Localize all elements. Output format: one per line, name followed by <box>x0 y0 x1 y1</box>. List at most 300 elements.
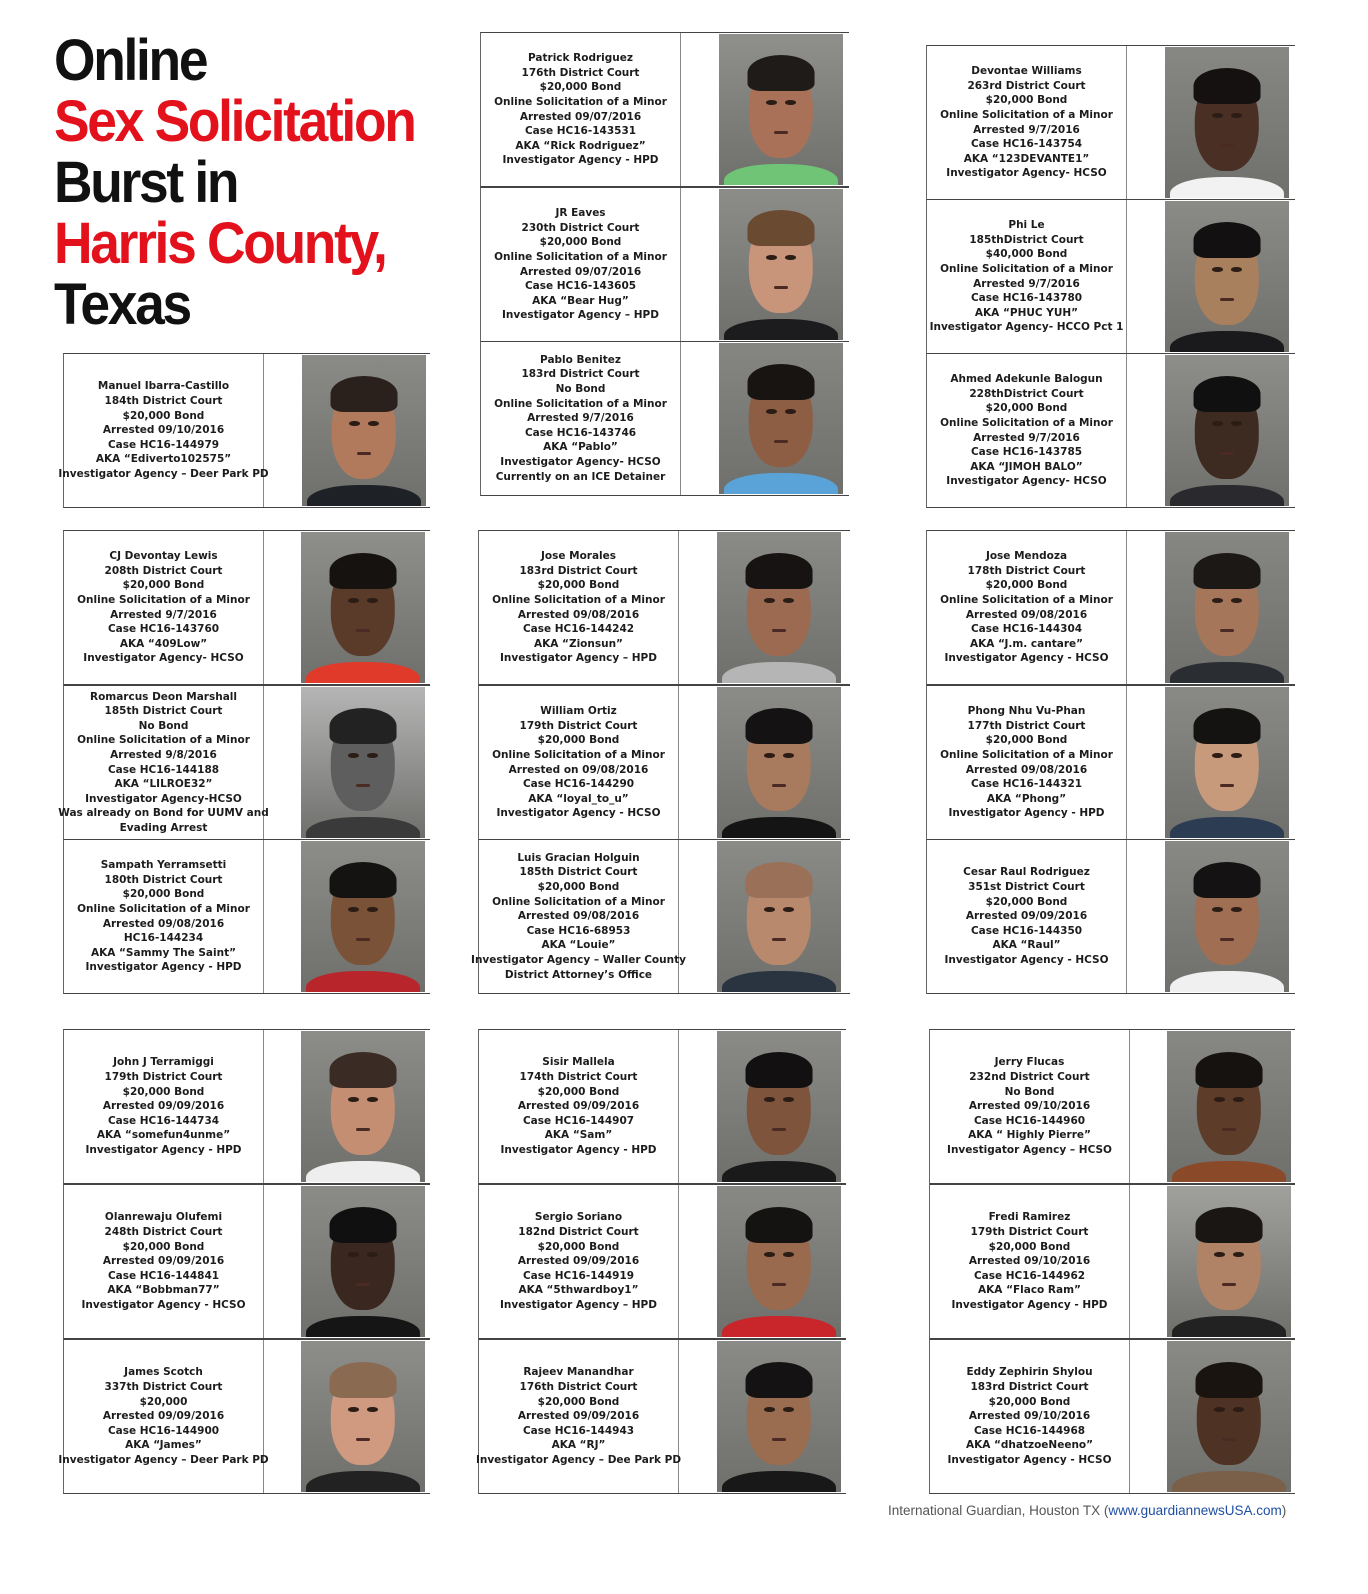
mouth <box>1222 1438 1237 1441</box>
arrest-details <box>927 840 1127 993</box>
arrest-details <box>481 188 681 341</box>
arrest-details <box>471 840 686 993</box>
shirt <box>1172 1316 1286 1337</box>
hair <box>1194 68 1261 104</box>
shirt <box>1170 331 1284 352</box>
detail-line: AKA “Sammy The Saint” <box>90 946 237 959</box>
detail-line: AKA “Zionsun” <box>534 637 623 650</box>
shirt <box>1170 177 1284 198</box>
mugshot-photo <box>1165 355 1289 506</box>
detail-line: Online Solicitation of a Minor <box>940 416 1113 429</box>
arrest-details <box>930 1340 1130 1493</box>
eye <box>348 1097 359 1102</box>
suspect-name: Fredi Ramirez <box>988 1211 1071 1224</box>
detail-line: $20,000 Bond <box>537 1240 620 1253</box>
hair <box>748 55 815 91</box>
detail-line: Arrested 9/7/2016 <box>973 431 1080 444</box>
hair <box>1194 222 1261 258</box>
eye <box>368 421 379 426</box>
mouth <box>774 286 789 289</box>
detail-line: Online Solicitation of a Minor <box>940 593 1113 606</box>
arrest-details <box>479 1030 679 1183</box>
detail-line: AKA “LILROE32” <box>114 778 213 791</box>
suspect-name: Jose Mendoza <box>985 550 1068 563</box>
hair <box>746 1207 813 1243</box>
hair <box>748 364 815 400</box>
detail-line: 208th District Court <box>104 564 223 577</box>
mouth <box>356 784 371 787</box>
hair <box>1196 1362 1263 1398</box>
detail-line: Case HC16-144907 <box>522 1114 635 1127</box>
mugshot-photo <box>1165 532 1289 683</box>
detail-line: Online Solicitation of a Minor <box>492 895 665 908</box>
shirt <box>1170 485 1284 506</box>
eye <box>783 1407 794 1412</box>
detail-line: 228thDistrict Court <box>969 387 1084 400</box>
detail-line: AKA “Pablo” <box>543 441 618 454</box>
detail-line: Investigator Agency - HPD <box>948 807 1105 820</box>
detail-line: Investigator Agency – HPD <box>500 1298 657 1311</box>
detail-line: $20,000 Bond <box>985 579 1068 592</box>
detail-line: AKA “Phong” <box>986 792 1067 805</box>
hair <box>330 553 397 589</box>
eye <box>766 409 777 414</box>
shirt <box>1170 971 1284 992</box>
detail-line: Investigator Agency - HCSO <box>947 1453 1112 1466</box>
detail-line: Online Solicitation of a Minor <box>494 397 667 410</box>
detail-line: Case HC16-144960 <box>973 1114 1086 1127</box>
detail-line: Investigator Agency – Deer Park PD <box>58 467 269 480</box>
mugshot-photo <box>717 687 841 838</box>
shirt <box>722 1471 836 1492</box>
detail-line: 184th District Court <box>104 395 223 408</box>
mugshot-card <box>929 1184 1295 1339</box>
detail-line: AKA “dhatzoeNeeno” <box>965 1439 1094 1452</box>
detail-line: $20,000 Bond <box>122 1240 205 1253</box>
detail-line: Online Solicitation of a Minor <box>494 95 667 108</box>
detail-line: Investigator Agency – Dee Park PD <box>475 1453 682 1466</box>
mugshot-card <box>478 1184 846 1339</box>
detail-line: $20,000 Bond <box>539 81 622 94</box>
detail-line: AKA “loyal_to_u” <box>528 792 629 805</box>
detail-line: Investigator Agency – Waller County <box>471 953 686 966</box>
mugshot-photo <box>717 1341 841 1492</box>
detail-line: 351st District Court <box>968 881 1085 894</box>
suspect-name: Sergio Soriano <box>534 1211 623 1224</box>
detail-line: Arrested 09/10/2016 <box>968 1255 1091 1268</box>
arrest-details <box>927 200 1127 353</box>
headline-line-1: Online <box>54 28 207 93</box>
detail-line: AKA “123DEVANTE1” <box>963 152 1090 165</box>
eye <box>1214 1407 1225 1412</box>
mouth <box>1220 452 1235 455</box>
hair <box>331 376 398 412</box>
detail-line: Case HC16-144900 <box>107 1424 220 1437</box>
mugshot-photo <box>301 841 425 992</box>
detail-line: No Bond <box>1004 1085 1055 1098</box>
suspect-name: James Scotch <box>124 1366 203 1379</box>
mugshot-card <box>929 1339 1295 1494</box>
eye <box>766 255 777 260</box>
hair <box>330 862 397 898</box>
detail-line: 232nd District Court <box>969 1071 1090 1084</box>
mugshot-card <box>475 1339 846 1494</box>
eye <box>1231 598 1242 603</box>
detail-line: 179th District Court <box>970 1226 1089 1239</box>
mouth <box>356 1283 371 1286</box>
detail-line: Case HC16-144919 <box>522 1269 635 1282</box>
mouth <box>772 1283 787 1286</box>
hair <box>1196 1207 1263 1243</box>
detail-line: Investigator Agency - HPD <box>85 961 242 974</box>
detail-line: AKA “PHUC YUH” <box>974 306 1079 319</box>
detail-line: 183rd District Court <box>519 564 638 577</box>
mugshot-card <box>58 1339 430 1494</box>
website-link[interactable]: www.guardiannewsUSA.com <box>1108 1503 1282 1518</box>
detail-line: AKA “5thwardboy1” <box>518 1284 639 1297</box>
shirt <box>724 319 838 340</box>
detail-line: 177th District Court <box>967 719 1086 732</box>
suspect-name: Jerry Flucas <box>994 1056 1065 1069</box>
mugshot-photo <box>717 1186 841 1337</box>
mugshot-photo <box>301 1186 425 1337</box>
hair <box>1196 1052 1263 1088</box>
shirt <box>724 473 838 494</box>
eye <box>1233 1252 1244 1257</box>
detail-line: Investigator Agency- HCSO <box>500 455 661 468</box>
hair <box>746 862 813 898</box>
detail-line: Arrested 09/08/2016 <box>517 910 640 923</box>
suspect-name: Sisir Mallela <box>542 1056 615 1069</box>
arrest-details <box>479 531 679 684</box>
detail-line: Was already on Bond for UUMV and <box>58 807 269 820</box>
mugshot-photo <box>717 532 841 683</box>
mugshot-photo <box>1167 1186 1291 1337</box>
detail-line: Case HC16-144188 <box>107 763 220 776</box>
eye <box>1231 753 1242 758</box>
detail-line: Online Solicitation of a Minor <box>77 902 250 915</box>
detail-line: Case HC16-143754 <box>970 138 1083 151</box>
eye <box>785 100 796 105</box>
detail-line: Case HC16-144962 <box>973 1269 1086 1282</box>
mugshot-photo <box>1165 47 1289 198</box>
detail-line: 182nd District Court <box>518 1226 639 1239</box>
shirt <box>724 164 838 185</box>
eye <box>764 1252 775 1257</box>
eye <box>764 598 775 603</box>
mouth <box>1222 1283 1237 1286</box>
mugshot-photo <box>717 1031 841 1182</box>
detail-line: Case HC16-144841 <box>107 1269 220 1282</box>
eye <box>764 753 775 758</box>
mugshot-photo <box>301 532 425 683</box>
headline-line-2: Sex Solicitation <box>54 89 415 154</box>
detail-line: Case HC16-144290 <box>522 778 635 791</box>
hair <box>1194 862 1261 898</box>
detail-line: $20,000 Bond <box>985 94 1068 107</box>
eye <box>1231 421 1242 426</box>
arrest-details <box>64 531 264 684</box>
shirt <box>722 971 836 992</box>
detail-line: $20,000 Bond <box>985 734 1068 747</box>
detail-line: Arrested 09/07/2016 <box>519 265 642 278</box>
detail-line: Arrested 9/7/2016 <box>110 608 217 621</box>
detail-line: Case HC16-143605 <box>524 280 637 293</box>
arrest-details <box>475 1340 682 1493</box>
detail-line: 337th District Court <box>104 1381 223 1394</box>
detail-line: 185th District Court <box>519 866 638 879</box>
detail-line: Arrested 09/09/2016 <box>517 1255 640 1268</box>
detail-line: Arrested 09/08/2016 <box>965 608 1088 621</box>
detail-line: Investigator Agency- HCCO Pct 1 <box>929 321 1124 334</box>
detail-line: $20,000 Bond <box>122 888 205 901</box>
shirt <box>307 485 421 506</box>
mouth <box>772 784 787 787</box>
mugshot-photo <box>1167 1341 1291 1492</box>
shirt <box>306 817 420 838</box>
arrest-details <box>927 686 1127 839</box>
detail-line: Case HC16-144321 <box>970 778 1083 791</box>
detail-line: Case HC16-143785 <box>970 446 1083 459</box>
detail-line: Investigator Agency- HCSO <box>946 475 1107 488</box>
detail-line: Investigator Agency - HCSO <box>81 1298 246 1311</box>
detail-line: AKA “James” <box>125 1439 202 1452</box>
eye <box>783 598 794 603</box>
detail-line: AKA “Louie” <box>541 939 616 952</box>
detail-line: 176th District Court <box>519 1381 638 1394</box>
shirt <box>722 662 836 683</box>
detail-line: Arrested 09/10/2016 <box>968 1100 1091 1113</box>
detail-line: AKA “JIMOH BALO” <box>970 460 1083 473</box>
detail-line: 179th District Court <box>519 719 638 732</box>
detail-line: 185thDistrict Court <box>969 233 1084 246</box>
suspect-name: Patrick Rodriguez <box>528 52 633 65</box>
shirt <box>722 1161 836 1182</box>
detail-line: Investigator Agency - HCSO <box>944 953 1109 966</box>
detail-line: $20,000 Bond <box>988 1240 1071 1253</box>
detail-line: Arrested 09/09/2016 <box>102 1410 225 1423</box>
detail-line: $20,000 Bond <box>985 895 1068 908</box>
arrest-details <box>58 686 269 839</box>
detail-line: $20,000 Bond <box>985 402 1068 415</box>
detail-line: AKA “Bobbman77” <box>107 1284 220 1297</box>
detail-line: Online Solicitation of a Minor <box>492 748 665 761</box>
headline-line-3: Burst in <box>54 150 238 215</box>
eye <box>1212 421 1223 426</box>
detail-line: 248th District Court <box>104 1226 223 1239</box>
detail-line: AKA “Flaco Ram” <box>978 1284 1081 1297</box>
detail-line: Arrested 09/10/2016 <box>102 424 225 437</box>
detail-line: Investigator Agency - HPD <box>951 1298 1108 1311</box>
suspect-name: Olanrewaju Olufemi <box>104 1211 223 1224</box>
arrest-details <box>481 342 681 495</box>
mugshot-card <box>63 839 430 994</box>
mouth <box>356 1438 371 1441</box>
mouth <box>1220 629 1235 632</box>
hair <box>746 1362 813 1398</box>
detail-line: $20,000 Bond <box>122 579 205 592</box>
suspect-name: Eddy Zephirin Shylou <box>966 1366 1093 1379</box>
mugshot-card <box>926 353 1295 508</box>
suspect-name: Rajeev Manandhar <box>523 1366 634 1379</box>
detail-line: Case HC16-68953 <box>526 924 631 937</box>
suspect-name: Romarcus Deon Marshall <box>89 690 237 703</box>
arrest-details <box>58 1340 269 1493</box>
arrest-details <box>479 1185 679 1338</box>
detail-line: $20,000 Bond <box>537 1395 620 1408</box>
arrest-details <box>58 354 269 507</box>
detail-line: Case HC16-143780 <box>970 292 1083 305</box>
suspect-name: Manuel Ibarra-Castillo <box>97 380 230 393</box>
mugshot-card <box>480 341 849 496</box>
mouth <box>1220 784 1235 787</box>
arrest-details <box>930 1030 1130 1183</box>
mugshot-card <box>926 839 1295 994</box>
mugshot-card <box>478 1029 846 1184</box>
mugshot-card <box>926 685 1295 840</box>
mugshot-card <box>480 187 849 342</box>
mouth <box>1220 298 1235 301</box>
mugshot-photo <box>301 1341 425 1492</box>
eye <box>1212 267 1223 272</box>
detail-line: Arrested 09/09/2016 <box>102 1100 225 1113</box>
detail-line: Arrested 9/7/2016 <box>527 412 634 425</box>
shirt <box>306 1471 420 1492</box>
detail-line: 230th District Court <box>521 221 640 234</box>
detail-line: Online Solicitation of a Minor <box>940 262 1113 275</box>
eye <box>1231 267 1242 272</box>
eye <box>783 1097 794 1102</box>
detail-line: 263rd District Court <box>967 79 1086 92</box>
mouth <box>774 131 789 134</box>
detail-line: Case HC16-144242 <box>522 623 635 636</box>
mugshot-card <box>58 685 430 840</box>
mugshot-photo <box>719 189 843 340</box>
mouth <box>357 452 372 455</box>
detail-line: Online Solicitation of a Minor <box>492 593 665 606</box>
detail-line: Case HC16-144304 <box>970 623 1083 636</box>
shirt <box>1172 1161 1286 1182</box>
mouth <box>772 629 787 632</box>
mouth <box>1220 144 1235 147</box>
detail-line: Case HC16-143531 <box>524 125 637 138</box>
detail-line: $20,000 Bond <box>122 409 205 422</box>
detail-line: Arrested 09/07/2016 <box>519 110 642 123</box>
detail-line: 180th District Court <box>104 873 223 886</box>
mugshot-photo <box>1165 841 1289 992</box>
suspect-name: Ahmed Adekunle Balogun <box>950 373 1103 386</box>
eye <box>1212 753 1223 758</box>
suspect-name: Phong Nhu Vu-Phan <box>967 705 1086 718</box>
detail-line: Online Solicitation of a Minor <box>940 108 1113 121</box>
shirt <box>722 817 836 838</box>
detail-line: Case HC16-143760 <box>107 623 220 636</box>
detail-line: Investigator Agency- HCSO <box>946 167 1107 180</box>
eye <box>348 1407 359 1412</box>
mugshot-card <box>471 839 850 994</box>
arrest-details <box>927 531 1127 684</box>
eye <box>1233 1407 1244 1412</box>
credit-suffix: ) <box>1281 1503 1287 1518</box>
eye <box>764 1097 775 1102</box>
detail-line: 185th District Court <box>104 705 223 718</box>
detail-line: 183rd District Court <box>521 368 640 381</box>
detail-line: AKA “Raul” <box>992 939 1061 952</box>
detail-line: No Bond <box>138 719 189 732</box>
suspect-name: CJ Devontay Lewis <box>109 550 218 563</box>
detail-line: AKA “Ediverto102575” <box>95 453 232 466</box>
detail-line: Arrested 09/09/2016 <box>517 1100 640 1113</box>
eye <box>1233 1097 1244 1102</box>
detail-line: AKA “Bear Hug” <box>532 294 629 307</box>
suspect-name: Devontae Williams <box>971 65 1082 78</box>
mugshot-photo <box>1167 1031 1291 1182</box>
detail-line: Evading Arrest <box>119 821 208 834</box>
mugshot-card <box>478 530 850 685</box>
hair <box>1194 708 1261 744</box>
detail-line: $20,000 Bond <box>537 1085 620 1098</box>
suspect-name: John J Terramiggi <box>113 1056 214 1069</box>
detail-line: 178th District Court <box>967 564 1086 577</box>
mugshot-card <box>929 1029 1295 1184</box>
detail-line: Investigator Agency - HPD <box>500 1143 657 1156</box>
eye <box>367 753 378 758</box>
eye <box>785 409 796 414</box>
hair <box>1194 553 1261 589</box>
detail-line: Arrested 09/09/2016 <box>965 910 1088 923</box>
eye <box>348 753 359 758</box>
detail-line: Arrested 9/8/2016 <box>110 748 217 761</box>
eye <box>1214 1097 1225 1102</box>
arrest-details <box>479 686 679 839</box>
detail-line: Case HC16-143746 <box>524 426 637 439</box>
detail-line: $20,000 Bond <box>122 1085 205 1098</box>
suspect-name: Jose Morales <box>540 550 617 563</box>
detail-line: Investigator Agency – Deer Park PD <box>58 1453 269 1466</box>
eye <box>783 907 794 912</box>
detail-line: Investigator Agency- HCSO <box>83 652 244 665</box>
detail-line: $20,000 Bond <box>539 236 622 249</box>
arrest-details <box>64 840 264 993</box>
suspect-name: Luis Gracian Holguin <box>517 851 640 864</box>
detail-line: Investigator Agency – HPD <box>500 652 657 665</box>
eye <box>785 255 796 260</box>
eye <box>367 1097 378 1102</box>
detail-line: AKA “ Highly Pierre” <box>968 1129 1091 1142</box>
eye <box>1212 907 1223 912</box>
detail-line: $20,000 Bond <box>537 579 620 592</box>
detail-line: AKA “Rick Rodriguez” <box>515 139 646 152</box>
suspect-name: Phi Le <box>1008 219 1045 232</box>
mugshot-card <box>478 685 850 840</box>
arrest-details <box>927 46 1127 199</box>
eye <box>348 598 359 603</box>
arrest-details <box>64 1185 264 1338</box>
mugshot-card <box>63 530 430 685</box>
eye <box>764 907 775 912</box>
detail-line: Case HC16-144968 <box>973 1424 1086 1437</box>
mugshot-photo <box>717 841 841 992</box>
mouth <box>1220 938 1235 941</box>
detail-line: Investigator Agency – HPD <box>502 309 659 322</box>
detail-line: No Bond <box>555 383 606 396</box>
detail-line: Investigator Agency-HCSO <box>85 792 242 805</box>
shirt <box>306 971 420 992</box>
detail-line: Arrested on 09/08/2016 <box>508 763 649 776</box>
mugshot-photo <box>719 34 843 185</box>
eye <box>766 100 777 105</box>
headline <box>54 30 440 335</box>
